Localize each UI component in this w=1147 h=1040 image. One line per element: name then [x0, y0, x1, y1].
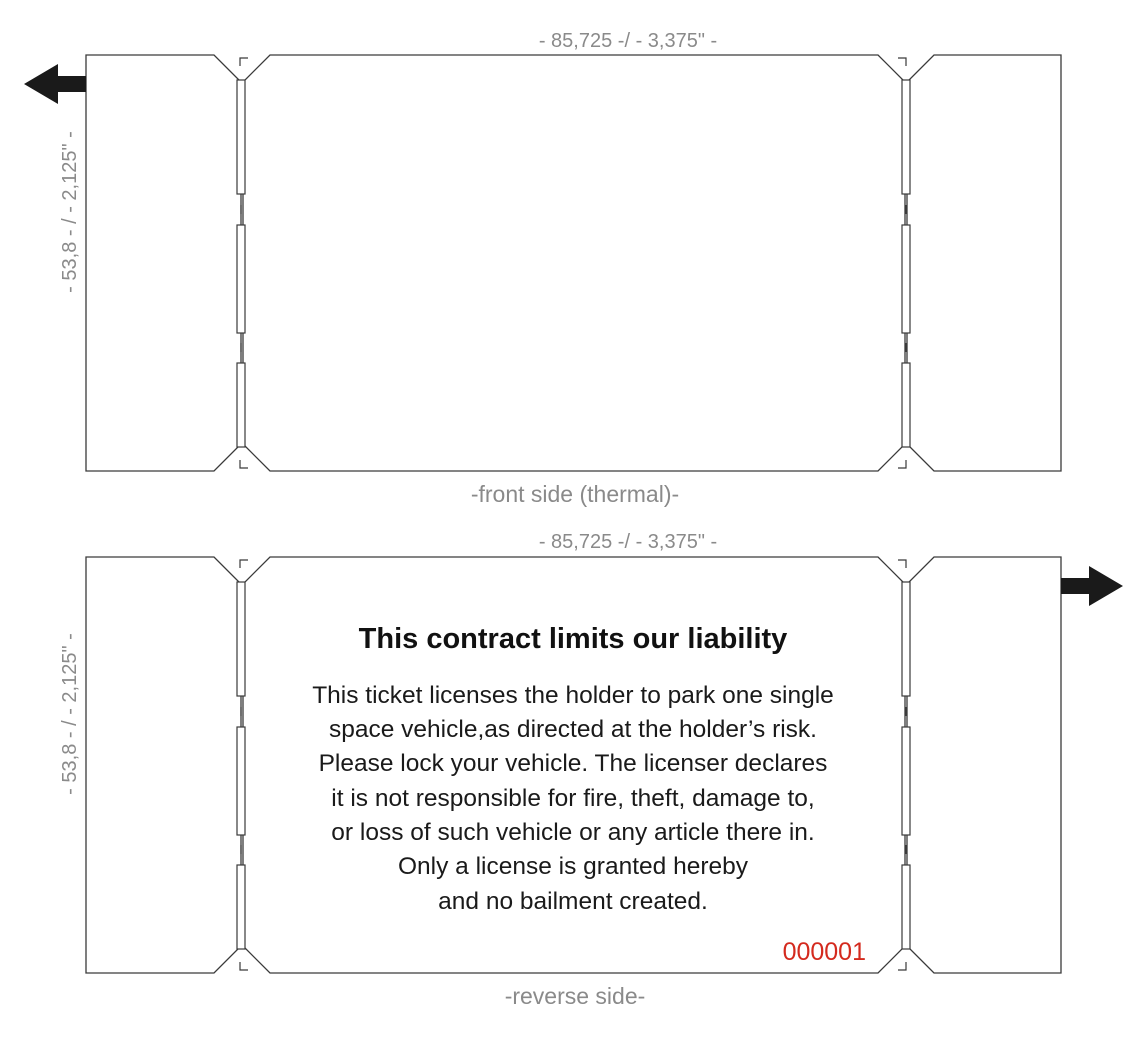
front-ticket-right-stub [907, 55, 1061, 471]
front-perforation-slot [902, 363, 910, 447]
reverse-crop-mark [240, 560, 248, 568]
liability-body-line: and no bailment created. [438, 888, 708, 915]
front-crop-mark [240, 460, 248, 468]
front-perforation-slot [237, 363, 245, 447]
arrow-right-icon [1061, 566, 1123, 606]
liability-body-line: This ticket licenses the holder to park one single [312, 682, 834, 709]
arrow-left-icon [24, 64, 86, 104]
liability-body [312, 682, 834, 915]
front-perforation-slot [237, 80, 245, 194]
serial-number: 000001 [782, 938, 866, 966]
liability-body-line: or loss of such vehicle or any article there in. [331, 819, 815, 846]
front-crop-mark [898, 58, 906, 66]
liability-body-line: space vehicle,as directed at the holder’s risk. [329, 716, 817, 743]
reverse-perforation-slot [237, 727, 245, 835]
reverse-height-dimension: - 53,8 - / - 2,125" - [59, 633, 81, 795]
reverse-crop-mark [240, 962, 248, 970]
front-perforation-slot [902, 80, 910, 194]
front-ticket-main-panel [243, 55, 905, 471]
liability-body-line: Only a license is granted hereby [398, 853, 748, 880]
reverse-ticket [59, 531, 1123, 1009]
reverse-ticket-outline [86, 557, 241, 973]
reverse-ticket-right-stub [907, 557, 1061, 973]
front-side-caption: -front side (thermal)- [470, 481, 680, 507]
reverse-crop-mark [898, 560, 906, 568]
front-height-dimension: - 53,8 - / - 2,125" - [59, 131, 81, 293]
liability-body-line: it is not responsible for fire, theft, damage to, [331, 785, 815, 812]
front-crop-mark [240, 58, 248, 66]
liability-body-line: Please lock your vehicle. The licenser declares [318, 750, 828, 777]
front-perforation-slot [237, 225, 245, 333]
liability-title: This contract limits our liability [358, 623, 788, 655]
front-perforation-slot [902, 225, 910, 333]
front-crop-mark [898, 460, 906, 468]
reverse-crop-mark [898, 962, 906, 970]
reverse-perforation-slot [237, 582, 245, 696]
reverse-width-dimension: - 85,725 -/ - 3,375" - [538, 531, 718, 553]
reverse-perforation-slot [902, 727, 910, 835]
front-width-dimension: - 85,725 -/ - 3,375" - [538, 30, 718, 52]
reverse-perforation-slot [237, 865, 245, 949]
reverse-perforation-slot [902, 582, 910, 696]
reverse-perforation-slot [902, 865, 910, 949]
front-ticket-outline [86, 55, 241, 471]
reverse-side-caption: -reverse side- [504, 983, 646, 1009]
front-ticket [24, 30, 1061, 507]
